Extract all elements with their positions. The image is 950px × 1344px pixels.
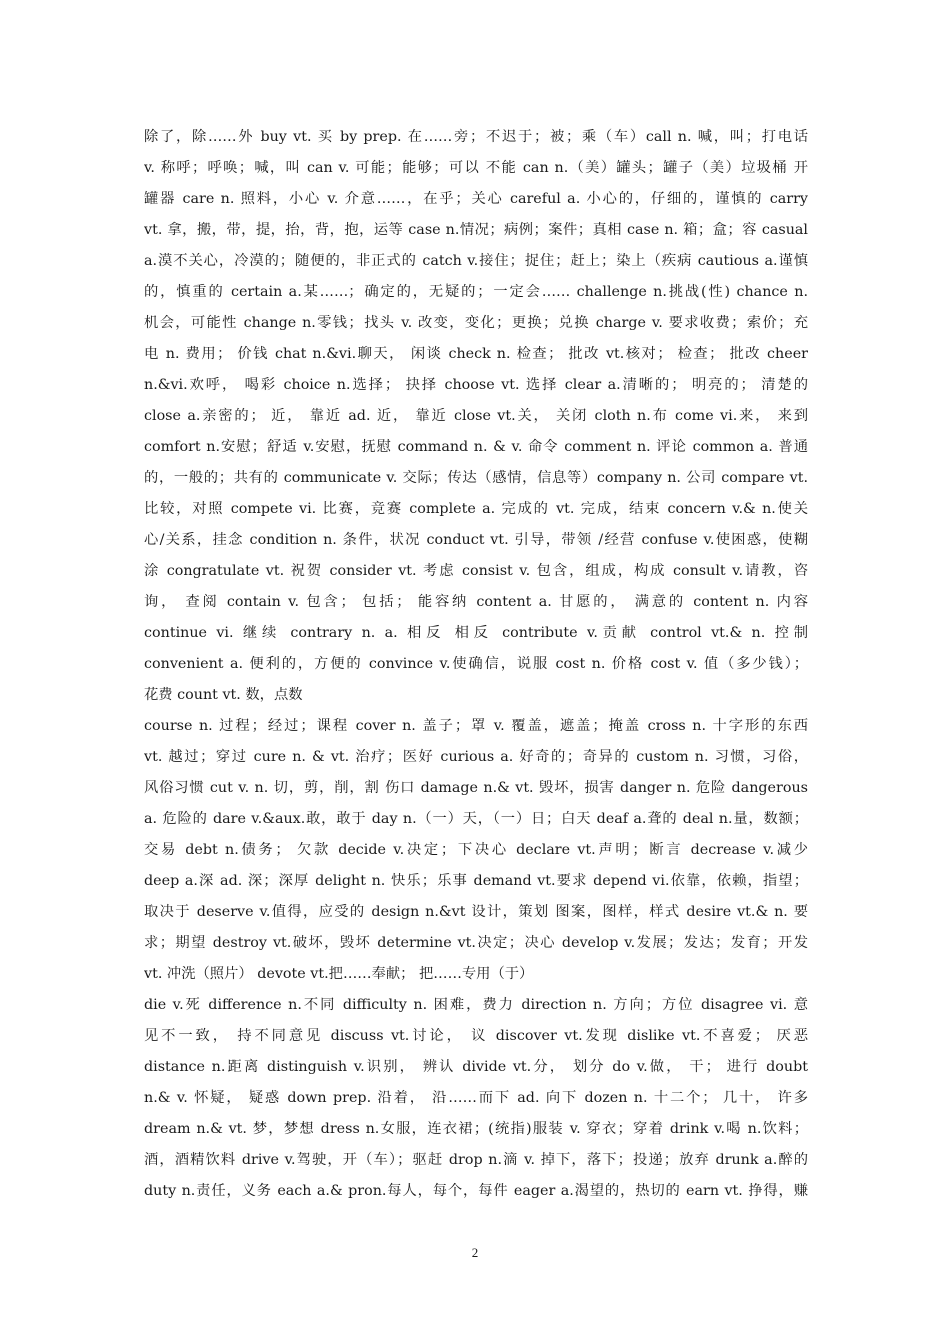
- text-line: vt. 拿，搬，带，提，抬，背，抱，运等 case n.情况；病例；案件；真相 case n. 箱；盒；容 casual: [144, 222, 808, 238]
- paragraph-d-e-vocabulary: [144, 990, 808, 1207]
- text-line: 风俗习惯 cut v. n. 切，剪，削，割 伤口 damage n.& vt. 毁坏，损害 danger n. 危险 dangerous: [144, 780, 808, 796]
- text-line: 心/关系，挂念 condition n. 条件，状况 conduct vt. 引导，带领 /经营 confuse v.使困惑，使糊: [144, 532, 808, 548]
- paragraph-c-vocabulary: [144, 122, 808, 711]
- text-line: 求；期望 destroy vt.破坏，毁坏 determine vt.决定；决心 develop v.发展；发达；发育；开发: [144, 935, 808, 951]
- text-line: 见不一致， 持不同意见 discuss vt.讨论， 议 discover vt.发现 dislike vt.不喜爱； 厌恶: [144, 1028, 808, 1044]
- text-line: die v.死 difference n.不同 difficulty n. 困难，费力 direction n. 方向；方位 disagree vi. 意: [144, 997, 808, 1013]
- text-line: 罐器 care n. 照料，小心 v. 介意……，在乎；关心 careful a. 小心的，仔细的，谨慎的 carry: [144, 191, 808, 207]
- text-line: 机会，可能性 change n.零钱；找头 v. 改变，变化；更换；兑换 charge v. 要求收费；索价；充: [144, 315, 808, 331]
- text-line: convenient a. 便利的，方便的 convince v.使确信，说服 cost n. 价格 cost v. 值（多少钱）；: [144, 656, 808, 672]
- text-line: comfort n.安慰；舒适 v.安慰，抚慰 command n. & v. 命令 comment n. 评论 common a. 普通: [144, 439, 808, 455]
- text-line: vt. 冲洗（照片） devote vt.把……奉献； 把……专用（于）: [144, 966, 534, 982]
- text-line: n.&vi.欢呼， 喝彩 choice n.选择； 抉择 choose vt. 选择 clear a.清晰的； 明亮的； 清楚的: [144, 377, 808, 393]
- text-line: 的，一般的；共有的 communicate v. 交际；传达（感情，信息等）company n. 公司 compare vt.: [144, 470, 808, 486]
- text-line: 比较，对照 compete vi. 比赛，竞赛 complete a. 完成的 vt. 完成，结束 concern v.& n.使关: [144, 501, 808, 517]
- text-line: dream n.& vt. 梦，梦想 dress n.女服，连衣裙；(统指)服装 v. 穿衣；穿着 drink v.喝 n.饮料；: [144, 1121, 808, 1137]
- text-line: 电 n. 费用； 价钱 chat n.&vi.聊天， 闲谈 check n. 检查； 批改 vt.核对； 检查； 批改 cheer: [144, 346, 808, 362]
- text-line: 的，慎重的 certain a.某……；确定的，无疑的；一定会…… challenge n.挑战(性) chance n.: [144, 284, 808, 300]
- text-line: n.& v. 怀疑， 疑惑 down prep. 沿着， 沿……而下 ad. 向下 dozen n. 十二个； 几十， 许多: [144, 1090, 808, 1106]
- text-line: vt. 越过；穿过 cure n. & vt. 治疗；医好 curious a. 好奇的；奇异的 custom n. 习惯，习俗，: [144, 749, 808, 765]
- vocabulary-text-block: [144, 122, 808, 1207]
- text-line: 询， 查阅 contain v. 包含； 包括； 能容纳 content a. 甘愿的， 满意的 content n. 内容: [144, 594, 808, 610]
- paragraph-c-d-vocabulary: [144, 711, 808, 990]
- page-number: 2: [471, 1245, 479, 1260]
- text-line: 涂 congratulate vt. 祝贺 consider vt. 考虑 consist v. 包含，组成，构成 consult v.请教，咨: [144, 563, 808, 579]
- text-line: a.漠不关心，冷漠的；随便的，非正式的 catch v.接住；捉住；赶上；染上（疾病 cautious a.谨慎: [144, 253, 808, 269]
- text-line: v. 称呼；呼唤；喊，叫 can v. 可能；能够；可以 不能 can n.（美）罐头；罐子（美）垃圾桶 开: [144, 160, 808, 176]
- text-line: close a.亲密的； 近， 靠近 ad. 近， 靠近 close vt.关， 关闭 cloth n.布 come vi.来， 来到: [144, 408, 808, 424]
- text-line: course n. 过程；经过；课程 cover n. 盖子；罩 v. 覆盖，遮盖；掩盖 cross n. 十字形的东西: [144, 718, 808, 734]
- text-line: 交易 debt n.债务； 欠款 decide v.决定；下决心 declare vt.声明；断言 decrease v.减少: [144, 842, 808, 858]
- text-line: duty n.责任，义务 each a.& pron.每人，每个，每件 eager a.渴望的，热切的 earn vt. 挣得，赚: [144, 1183, 808, 1199]
- text-line: distance n.距离 distinguish v.识别， 辨认 divide vt.分， 划分 do v.做， 干； 进行 doubt: [144, 1059, 808, 1075]
- text-line: 除了，除……外 buy vt. 买 by prep. 在……旁；不迟于；被；乘（车）call n. 喊，叫；打电话: [144, 129, 808, 145]
- text-line: 取决于 deserve v.值得，应受的 design n.&vt 设计，策划 图案，图样，样式 desire vt.& n. 要: [144, 904, 808, 920]
- text-line: 花费 count vt. 数，点数: [144, 687, 303, 703]
- text-line: 酒，酒精饮料 drive v.驾驶，开（车）；驱赶 drop n.滴 v. 掉下，落下；投递；放弃 drunk a.醉的: [144, 1152, 808, 1168]
- text-line: a. 危险的 dare v.&aux.敢，敢于 day n.（一）天，（一）日；白天 deaf a.聋的 deal n.量，数额；: [144, 811, 808, 827]
- text-line: deep a.深 ad. 深；深厚 delight n. 快乐；乐事 demand vt.要求 depend vi.依靠，依赖，指望；: [144, 873, 808, 889]
- text-line: continue vi. 继续 contrary n. a. 相反 相反 contribute v.贡献 control vt.& n. 控制: [144, 625, 808, 641]
